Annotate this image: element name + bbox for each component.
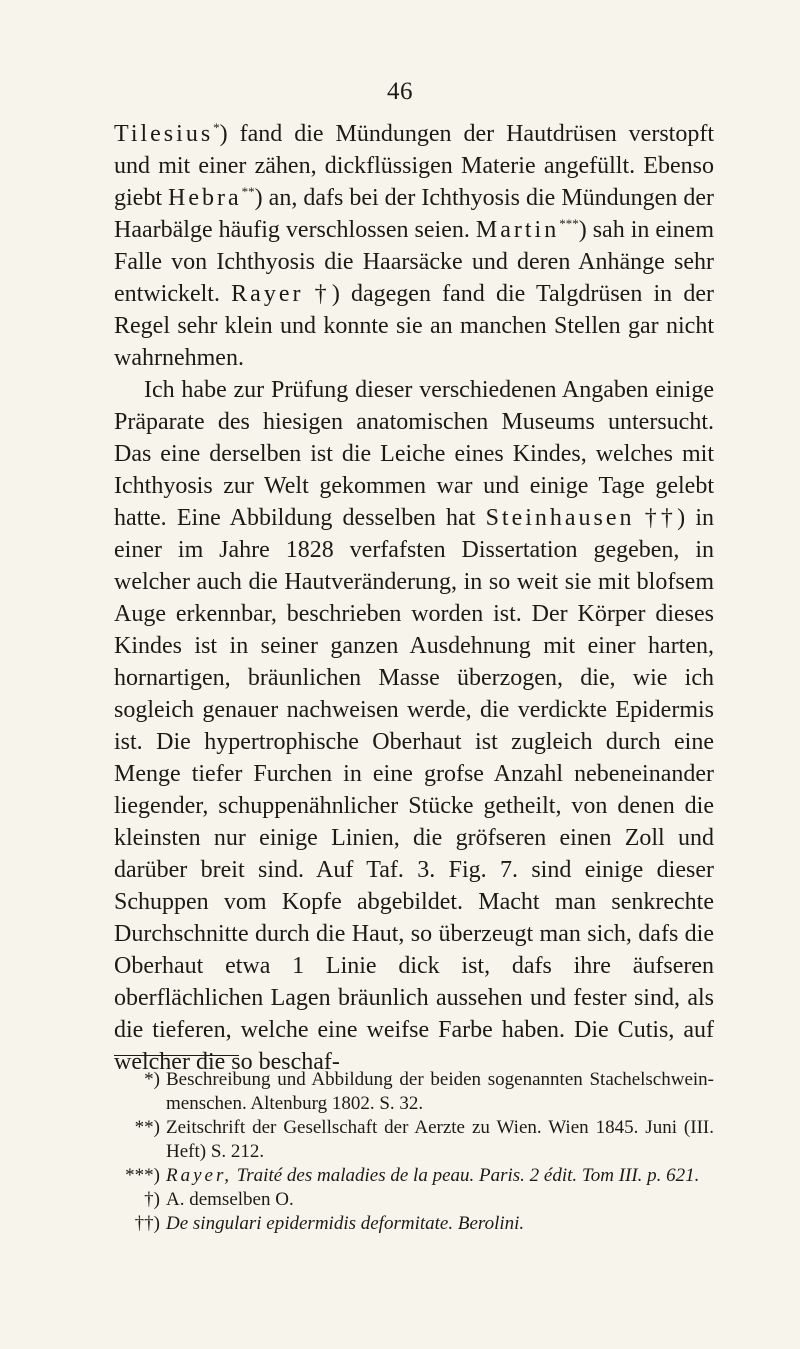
footnote-author: Rayer, [166, 1165, 233, 1186]
author-name-steinhausen: Steinhausen [485, 505, 635, 531]
footnote-text: Zeitschrift der Gesellschaft der Aerzte zu Wien. Wien 1845. Juni (III. Heft) S. 212. [166, 1117, 714, 1162]
footnote-text: Beschreibung und Abbildung der beiden sogenannten Stachelschwein-menschen. Altenburg 1802. S. 32. [166, 1069, 714, 1114]
author-name-tilesius: Tilesius [114, 121, 214, 147]
paragraph-2 [114, 374, 714, 1078]
paragraph-text: ) an, dafs bei der Ichthyosis die Mündungen der Haarbälge häufig verschlossen seien. [114, 185, 714, 243]
paragraph-text: ) sah in einem Falle von Ichthyosis die Haarsäcke und deren Anhänge sehr entwickelt. [114, 217, 714, 307]
paragraph-text: Ich habe zur Prüfung dieser verschiedenen Angaben einige Präparate des hiesigen anatomischen Museums untersucht. Das eine derselben ist die Leiche eines Kindes, welches mit Ichthyosis zur Welt gekommen war und einige Tage gelebt hatte. Eine Abbildung desselben hat [114, 377, 714, 531]
author-name-hebra: Hebra [168, 185, 242, 211]
footnote-1 [114, 1068, 714, 1116]
footnote-mark: ††) [134, 1213, 160, 1234]
page-number: 46 [387, 78, 413, 105]
footnote-mark: †) [144, 1189, 160, 1210]
footnotes [114, 1068, 714, 1236]
footnote-text: A. demselben O. [166, 1189, 294, 1210]
footnote-4 [114, 1188, 714, 1212]
author-name-martin: Martin [475, 217, 560, 243]
footnote-ref: * [213, 120, 220, 135]
footnote-mark: *) [144, 1069, 160, 1090]
footnote-3 [114, 1164, 714, 1188]
footnote-divider [114, 1055, 239, 1056]
paragraph-text: ††) in einer im Jahre 1828 verfafsten Dissertation gegeben, in welcher auch die Hautveränderung, in so weit sie mit blofsem Auge erkennbar, beschrieben worden ist. Der Körper dieses Kindes ist in seiner ganzen Ausdehnung mit einer harten, hornartigen, bräunlichen Masse überzogen, die, wie ich sogleich genauer nachweisen werde, die verdickte Epidermis ist. Die hypertrophische Oberhaut ist zugleich durch eine Menge tiefer Furchen in eine grofse Anzahl nebeneinander liegender, schuppenähnlicher Stücke getheilt, von denen die kleinsten nur einige Linien, die gröfseren einen Zoll und darüber breit sind. Auf Taf. 3. Fig. 7. sind einige dieser Schuppen vom Kopfe abgebildet. Macht man senkrechte Durchschnitte durch die Haut, so überzeugt man sich, dafs die Oberhaut etwa 1 Linie dick ist, dafs ihre äufseren oberflächlichen Lagen bräunlich aussehen und fester sind, als die tieferen, welche eine weifse Farbe haben. Die Cutis, auf welcher die so beschaf- [114, 505, 714, 1075]
footnote-mark: ***) [125, 1165, 160, 1186]
footnote-2 [114, 1116, 714, 1164]
paragraph-text: †) dagegen fand die Talgdrüsen in der Regel sehr klein und konnte sie an manchen Stellen gar nicht wahrnehmen. [114, 281, 714, 371]
footnote-mark: **) [134, 1117, 160, 1138]
footnote-text: De singulari epidermidis deformitate. Berolini. [166, 1213, 525, 1234]
author-name-rayer: Rayer [231, 281, 304, 307]
footnote-ref: *** [559, 216, 579, 231]
footnote-ref: ** [241, 184, 255, 199]
paragraph-1 [114, 118, 714, 374]
paragraph-text: ) fand die Mündungen der Hautdrüsen verstopft und mit einer zähen, dickflüssigen Materie angefüllt. Ebenso giebt [114, 121, 714, 211]
footnote-text: Traité des maladies de la peau. Paris. 2 édit. Tom III. p. 621. [232, 1165, 700, 1186]
footnote-5 [114, 1212, 714, 1236]
body-text [114, 118, 714, 1078]
